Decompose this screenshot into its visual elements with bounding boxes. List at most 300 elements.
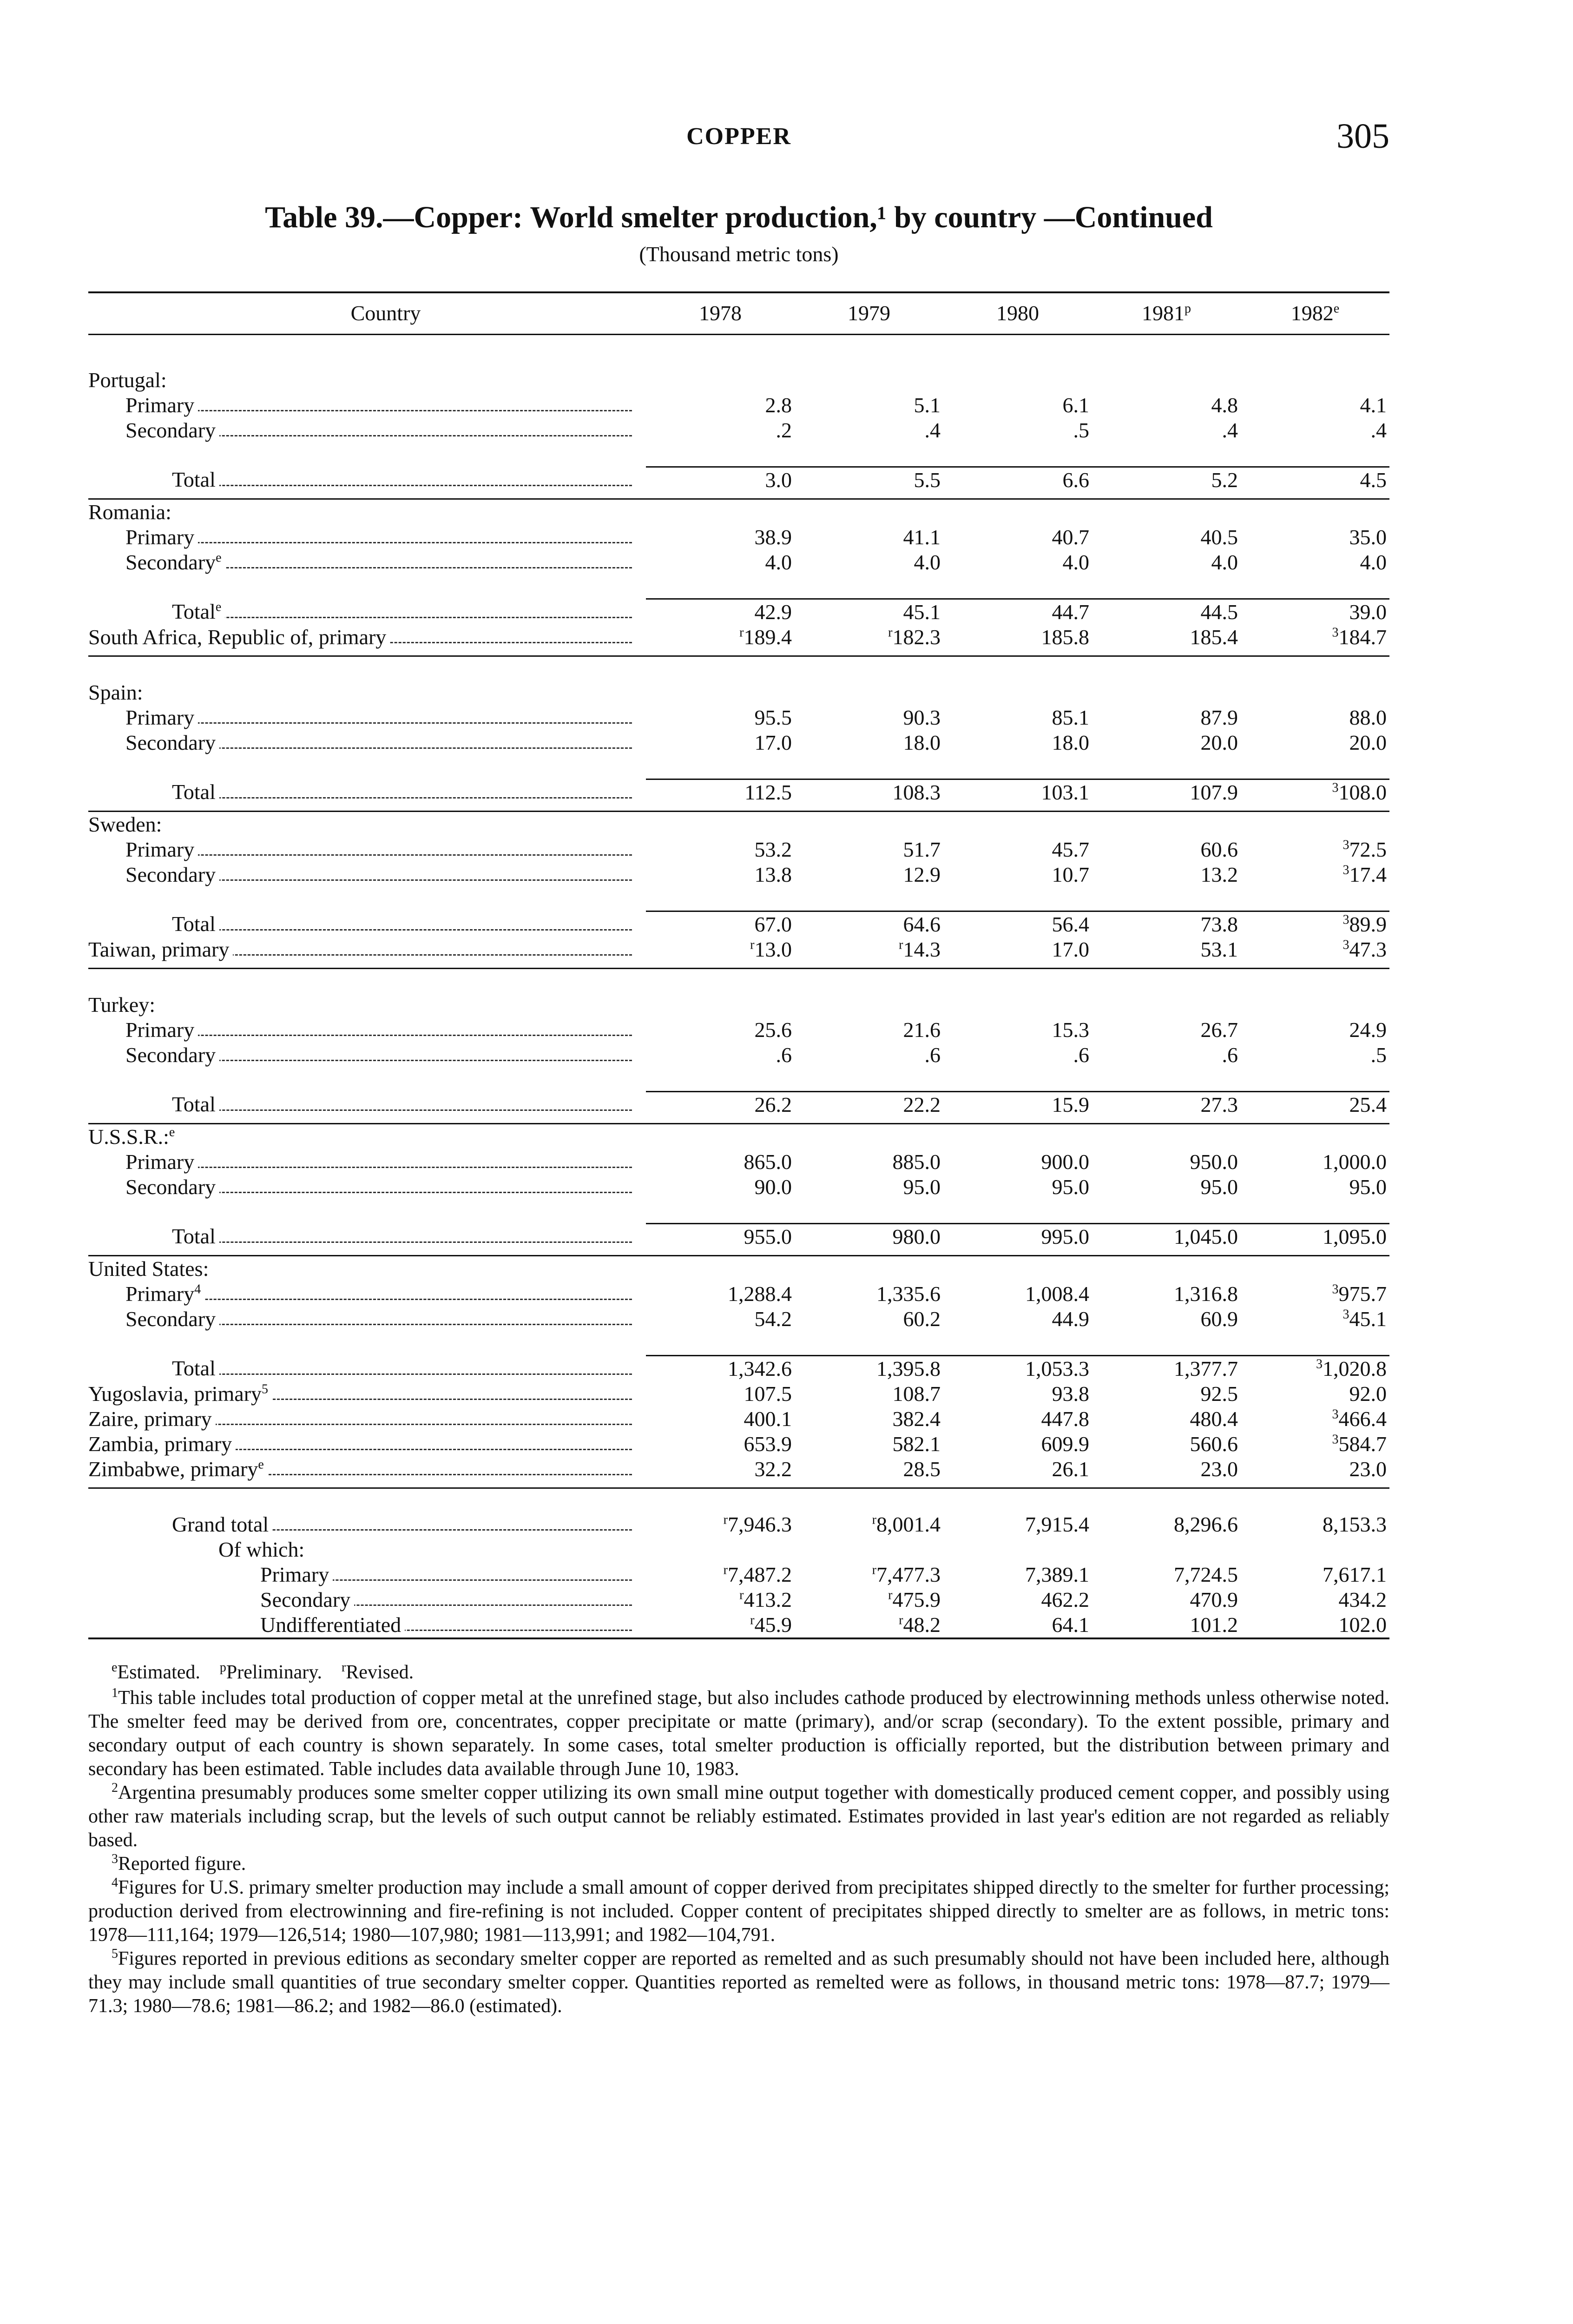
value-text: 92.5 bbox=[1200, 1382, 1238, 1406]
value-cell bbox=[1092, 1381, 1241, 1406]
value-cell bbox=[646, 1175, 795, 1200]
spacer-cell bbox=[795, 1200, 943, 1224]
row-label-text-wrap bbox=[125, 550, 225, 574]
row-label-text-wrap bbox=[125, 1175, 219, 1199]
value-cell bbox=[646, 812, 795, 838]
value-text: .2 bbox=[776, 418, 792, 442]
spacer-cell bbox=[943, 335, 1092, 368]
value-cell bbox=[943, 1457, 1092, 1482]
value-text: 4.0 bbox=[765, 550, 792, 574]
value-cell bbox=[1241, 1457, 1389, 1482]
value-text: 1,000.0 bbox=[1323, 1150, 1387, 1174]
value-text: 980.0 bbox=[892, 1225, 941, 1248]
value-text: 6.6 bbox=[1062, 468, 1089, 492]
value-text: 73.8 bbox=[1200, 912, 1238, 936]
row-label-text: Secondary bbox=[125, 1043, 216, 1067]
row-label-text: Primary bbox=[125, 1282, 195, 1306]
value-cell bbox=[1092, 1017, 1241, 1043]
value-text: 1,288.4 bbox=[728, 1282, 792, 1306]
value-mark: r bbox=[750, 1613, 755, 1628]
leader-dots bbox=[172, 1356, 646, 1382]
value-cell bbox=[1092, 1587, 1241, 1612]
value-cell bbox=[795, 525, 943, 550]
footnote-3-mark: 3 bbox=[112, 1852, 118, 1866]
value-cell bbox=[1241, 368, 1389, 393]
spacer-cell bbox=[795, 1117, 943, 1124]
row-label bbox=[88, 1124, 646, 1150]
value-cell bbox=[943, 1307, 1092, 1332]
value-cell bbox=[1241, 1092, 1389, 1118]
value-cell bbox=[1092, 599, 1241, 625]
value-cell bbox=[646, 1149, 795, 1175]
spacer-cell bbox=[88, 575, 646, 599]
value-cell bbox=[943, 812, 1092, 838]
value-text: 8,296.6 bbox=[1174, 1512, 1238, 1536]
spacer-cell bbox=[795, 656, 943, 680]
row-label-text: Romania: bbox=[88, 500, 171, 524]
row-label-mark: e bbox=[216, 550, 222, 565]
value-mark: r bbox=[739, 625, 744, 640]
value-mark: 3 bbox=[1343, 863, 1349, 878]
value-text: 4.0 bbox=[1062, 550, 1089, 574]
value-cell bbox=[1241, 1356, 1389, 1382]
running-head-title: COPPER bbox=[686, 123, 791, 150]
leader-line bbox=[125, 1035, 632, 1036]
value-text: 13.0 bbox=[754, 938, 792, 961]
value-text: 95.0 bbox=[1200, 1175, 1238, 1199]
spacer-cell bbox=[795, 335, 943, 368]
row-turkey-total bbox=[88, 1092, 1389, 1118]
value-text: 90.0 bbox=[754, 1175, 792, 1199]
value-cell bbox=[1241, 1124, 1389, 1150]
footnote-1 bbox=[88, 1686, 1389, 1781]
spacer-cell bbox=[1241, 1488, 1389, 1512]
value-text: 87.9 bbox=[1200, 706, 1238, 729]
value-cell bbox=[1092, 1457, 1241, 1482]
value-text: 45.1 bbox=[1349, 1307, 1387, 1331]
value-cell bbox=[943, 1092, 1092, 1118]
row-label-text: Primary bbox=[260, 1563, 329, 1586]
legend-revised: Revised. bbox=[346, 1662, 414, 1683]
row-label-text-wrap bbox=[88, 680, 147, 704]
spacer-cell bbox=[795, 650, 943, 656]
spacer-cell bbox=[795, 755, 943, 779]
row-label bbox=[88, 1281, 646, 1307]
row-label bbox=[88, 393, 646, 418]
leader-line bbox=[172, 797, 632, 799]
value-cell bbox=[943, 837, 1092, 862]
value-cell bbox=[1092, 705, 1241, 730]
spacer-cell bbox=[88, 1482, 646, 1488]
spacer-cell bbox=[1092, 1117, 1241, 1124]
value-text: 4.8 bbox=[1211, 393, 1238, 417]
row-sweden-total bbox=[88, 911, 1389, 938]
value-mark: 3 bbox=[1332, 1432, 1339, 1447]
row-label-text-wrap bbox=[125, 418, 219, 442]
row-label-text-wrap bbox=[172, 1092, 219, 1116]
value-text: 7,946.3 bbox=[728, 1512, 792, 1536]
value-cell bbox=[795, 730, 943, 755]
spacer-cell bbox=[795, 805, 943, 812]
value-cell bbox=[646, 1017, 795, 1043]
row-label bbox=[88, 1562, 646, 1587]
value-text: 95.5 bbox=[754, 706, 792, 729]
value-cell bbox=[646, 1043, 795, 1068]
row-label-mark: e bbox=[169, 1125, 175, 1140]
value-cell bbox=[943, 1537, 1092, 1562]
value-cell bbox=[646, 911, 795, 938]
value-text: 40.7 bbox=[1052, 525, 1089, 549]
row-label bbox=[88, 1612, 646, 1638]
leader-dots bbox=[125, 837, 646, 862]
spacer-cell bbox=[1241, 1482, 1389, 1488]
footnote-1-mark: 1 bbox=[112, 1686, 118, 1700]
row-label-text-wrap bbox=[172, 780, 219, 804]
value-text: 995.0 bbox=[1041, 1225, 1089, 1248]
row-label bbox=[88, 937, 646, 962]
value-text: 4.0 bbox=[914, 550, 941, 574]
row-spain-primary bbox=[88, 705, 1389, 730]
row-zimbabwe bbox=[88, 1457, 1389, 1482]
row-label-text-wrap bbox=[172, 912, 219, 936]
spacer-cell bbox=[1241, 1332, 1389, 1356]
spacer-cell bbox=[88, 335, 646, 368]
spacer-cell bbox=[1092, 969, 1241, 993]
value-text: .6 bbox=[924, 1043, 941, 1067]
value-cell bbox=[646, 730, 795, 755]
value-cell bbox=[1092, 499, 1241, 525]
row-label-text-wrap bbox=[125, 731, 219, 754]
spacer-cell bbox=[88, 1117, 646, 1124]
row-label-text: Total bbox=[172, 600, 216, 624]
row-label-text: Zambia, primary bbox=[88, 1432, 232, 1456]
value-text: 25.6 bbox=[754, 1018, 792, 1042]
value-cell bbox=[943, 418, 1092, 443]
header-1981-year: 1981 bbox=[1142, 301, 1185, 325]
spacer-cell bbox=[1241, 335, 1389, 368]
value-cell bbox=[795, 1256, 943, 1282]
row-sweden-secondary bbox=[88, 862, 1389, 887]
spacer-row bbox=[88, 650, 1389, 656]
value-cell bbox=[943, 1562, 1092, 1587]
value-text: 4.1 bbox=[1360, 393, 1387, 417]
value-cell bbox=[1241, 1281, 1389, 1307]
spacer-cell bbox=[1241, 755, 1389, 779]
row-label-text-wrap bbox=[88, 1382, 272, 1406]
row-label bbox=[88, 599, 646, 625]
value-cell bbox=[795, 1406, 943, 1432]
row-ussr bbox=[88, 1124, 1389, 1150]
value-mark: 3 bbox=[1332, 1282, 1339, 1297]
row-label-text-wrap bbox=[88, 1432, 236, 1456]
value-text: 53.1 bbox=[1200, 938, 1238, 961]
spacer-cell bbox=[943, 493, 1092, 499]
spacer-cell bbox=[1092, 887, 1241, 911]
legend-estimated: Estimated. bbox=[117, 1662, 200, 1683]
row-label-text: Portugal: bbox=[88, 368, 167, 392]
value-cell bbox=[1092, 1124, 1241, 1150]
row-sweden bbox=[88, 812, 1389, 838]
value-cell bbox=[1092, 1432, 1241, 1457]
value-cell bbox=[795, 499, 943, 525]
spacer-row bbox=[88, 805, 1389, 812]
value-text: 8,001.4 bbox=[876, 1512, 941, 1536]
value-text: 475.9 bbox=[892, 1588, 941, 1611]
leader-line bbox=[172, 1373, 632, 1375]
value-cell bbox=[1092, 1224, 1241, 1250]
value-cell bbox=[646, 1537, 795, 1562]
value-cell bbox=[1241, 625, 1389, 650]
value-text: 7,477.3 bbox=[876, 1563, 941, 1586]
legend-e-mark: e bbox=[112, 1660, 118, 1675]
row-label-text-wrap bbox=[88, 500, 175, 524]
spacer-cell bbox=[1092, 805, 1241, 812]
row-label-text: Taiwan, primary bbox=[88, 938, 230, 961]
value-mark: r bbox=[872, 1512, 876, 1527]
row-label-mark: e bbox=[258, 1457, 264, 1472]
row-label-text-wrap bbox=[125, 706, 198, 729]
value-cell bbox=[1241, 1256, 1389, 1282]
row-label-text: Total bbox=[172, 1092, 216, 1116]
value-text: 108.7 bbox=[892, 1382, 941, 1406]
row-label-text-wrap bbox=[125, 1307, 219, 1331]
row-grand-total bbox=[88, 1512, 1389, 1537]
row-gt-undiff bbox=[88, 1612, 1389, 1638]
row-label-text: U.S.S.R.: bbox=[88, 1125, 169, 1149]
leader-line bbox=[125, 854, 632, 856]
value-text: 85.1 bbox=[1052, 706, 1089, 729]
spacer-cell bbox=[795, 969, 943, 993]
value-cell bbox=[1241, 862, 1389, 887]
value-text: 22.2 bbox=[903, 1093, 941, 1116]
spacer-cell bbox=[1241, 1200, 1389, 1224]
row-label bbox=[88, 1092, 646, 1118]
value-cell bbox=[1092, 680, 1241, 705]
header-1982-year: 1982 bbox=[1290, 301, 1334, 325]
value-cell bbox=[1241, 1224, 1389, 1250]
table-title: Table 39.—Copper: World smelter production,¹ by country —Continued bbox=[265, 200, 1213, 234]
value-cell bbox=[1241, 467, 1389, 493]
spacer-cell bbox=[1241, 443, 1389, 467]
value-text: 182.3 bbox=[892, 625, 941, 649]
value-cell bbox=[1092, 550, 1241, 575]
spacer-cell bbox=[943, 962, 1092, 969]
row-label bbox=[88, 1224, 646, 1250]
value-mark: r bbox=[888, 625, 893, 640]
value-cell bbox=[646, 779, 795, 805]
spacer-cell bbox=[943, 650, 1092, 656]
header-1981-mark: p bbox=[1185, 301, 1191, 316]
spacer-cell bbox=[943, 1488, 1092, 1512]
spacer-cell bbox=[943, 887, 1092, 911]
footnote-3-text: Reported figure. bbox=[118, 1853, 246, 1875]
value-text: 53.2 bbox=[754, 838, 792, 861]
row-label-text: Secondary bbox=[125, 1175, 216, 1199]
value-text: 60.6 bbox=[1200, 838, 1238, 861]
row-label-mark: e bbox=[215, 600, 222, 614]
value-text: 17.0 bbox=[754, 731, 792, 754]
value-text: 975.7 bbox=[1338, 1282, 1387, 1306]
value-text: 7,389.1 bbox=[1025, 1563, 1089, 1586]
value-cell bbox=[795, 550, 943, 575]
value-cell bbox=[795, 779, 943, 805]
row-label-text: Secondary bbox=[260, 1588, 351, 1611]
row-label bbox=[88, 1356, 646, 1382]
value-text: 14.3 bbox=[903, 938, 941, 961]
value-cell bbox=[646, 1256, 795, 1282]
value-cell bbox=[795, 911, 943, 938]
row-label-text: Yugoslavia, primary bbox=[88, 1382, 262, 1406]
spacer-cell bbox=[646, 1249, 795, 1256]
value-text: 950.0 bbox=[1190, 1150, 1238, 1174]
row-label-text-wrap bbox=[125, 1018, 198, 1042]
value-mark: r bbox=[723, 1512, 728, 1527]
row-label-text: Turkey: bbox=[88, 993, 155, 1017]
value-mark: 3 bbox=[1343, 1307, 1349, 1322]
value-cell bbox=[1241, 1381, 1389, 1406]
value-cell bbox=[943, 368, 1092, 393]
value-mark: 3 bbox=[1343, 912, 1349, 927]
spacer-cell bbox=[1241, 656, 1389, 680]
value-text: 20.0 bbox=[1349, 731, 1387, 754]
leader-line bbox=[125, 1167, 632, 1168]
row-label-text-wrap bbox=[88, 1457, 268, 1481]
spacer-cell bbox=[1092, 962, 1241, 969]
value-cell bbox=[1241, 1307, 1389, 1332]
row-ussr-primary bbox=[88, 1149, 1389, 1175]
value-cell bbox=[795, 467, 943, 493]
value-text: 44.5 bbox=[1200, 600, 1238, 624]
value-cell bbox=[795, 937, 943, 962]
row-label bbox=[88, 1537, 646, 1562]
value-text: 88.0 bbox=[1349, 706, 1387, 729]
value-text: 112.5 bbox=[744, 780, 792, 804]
row-zaire bbox=[88, 1406, 1389, 1432]
value-mark: 3 bbox=[1343, 838, 1349, 852]
value-text: 1,020.8 bbox=[1323, 1357, 1387, 1380]
table-subtitle: (Thousand metric tons) bbox=[639, 242, 839, 266]
value-text: 107.5 bbox=[744, 1382, 792, 1406]
row-label-text-wrap bbox=[88, 1407, 216, 1431]
value-cell bbox=[1241, 730, 1389, 755]
spacer-cell bbox=[795, 1332, 943, 1356]
row-spain-secondary bbox=[88, 730, 1389, 755]
value-text: 64.1 bbox=[1052, 1613, 1089, 1637]
leader-line bbox=[172, 1241, 632, 1243]
value-text: .4 bbox=[1222, 418, 1238, 442]
value-cell bbox=[1241, 393, 1389, 418]
row-label-text-wrap bbox=[172, 1356, 219, 1380]
value-text: 41.1 bbox=[903, 525, 941, 549]
value-text: 5.1 bbox=[914, 393, 941, 417]
value-cell bbox=[1092, 1092, 1241, 1118]
value-cell bbox=[1092, 1612, 1241, 1638]
value-cell bbox=[795, 1224, 943, 1250]
spacer-cell bbox=[88, 1332, 646, 1356]
spacer-cell bbox=[1241, 887, 1389, 911]
value-cell bbox=[943, 730, 1092, 755]
value-cell bbox=[795, 1562, 943, 1587]
leader-dots bbox=[125, 1017, 646, 1043]
value-cell bbox=[1241, 937, 1389, 962]
value-cell bbox=[1092, 730, 1241, 755]
footnote-2-text: Argentina presumably produces some smelter copper utilizing its own small mine output together with domestically produced cement copper, and possibly using other raw materials including scrap, but the levels of such output cannot be reliably estimated. Estimates provided in last year's edition are not regarded as reliably based. bbox=[88, 1782, 1389, 1851]
spacer-cell bbox=[1241, 1117, 1389, 1124]
row-label bbox=[88, 625, 646, 650]
spacer-cell bbox=[795, 575, 943, 599]
value-cell bbox=[646, 368, 795, 393]
row-label bbox=[88, 812, 646, 838]
value-text: 466.4 bbox=[1338, 1407, 1387, 1431]
value-mark: 3 bbox=[1343, 938, 1349, 952]
value-cell bbox=[1241, 911, 1389, 938]
value-cell bbox=[943, 911, 1092, 938]
row-spain bbox=[88, 680, 1389, 705]
value-text: 865.0 bbox=[744, 1150, 792, 1174]
spacer-cell bbox=[1241, 805, 1389, 812]
value-text: 955.0 bbox=[744, 1225, 792, 1248]
value-text: 45.1 bbox=[903, 600, 941, 624]
spacer-cell bbox=[943, 1482, 1092, 1488]
value-cell bbox=[646, 499, 795, 525]
footnote-5 bbox=[88, 1947, 1389, 2018]
value-mark: r bbox=[872, 1563, 876, 1578]
row-label-text-wrap bbox=[125, 838, 198, 861]
row-us-secondary bbox=[88, 1307, 1389, 1332]
footnote-5-text: Figures reported in previous editions as secondary smelter copper are reported as remelted and as such presumably should not have been included here, although they may include small quantities of true secondary smelter copper. Quantities reported as remelted were as follows, in thousand metric tons: 1978—87.7; 1979—71.3; 1980—78.6; 1981—86.2; and 1982—86.0 (estimated). bbox=[88, 1948, 1389, 2017]
legend-r-mark: r bbox=[341, 1660, 346, 1675]
spacer-cell bbox=[1092, 493, 1241, 499]
row-label-text: Total bbox=[172, 1356, 216, 1380]
spacer-cell bbox=[1092, 1200, 1241, 1224]
value-cell bbox=[795, 599, 943, 625]
spacer-row bbox=[88, 575, 1389, 599]
value-cell bbox=[795, 625, 943, 650]
row-romania-secondary bbox=[88, 550, 1389, 575]
spacer-cell bbox=[1092, 755, 1241, 779]
value-mark: r bbox=[888, 1588, 893, 1603]
footnote-1-text: This table includes total production of copper metal at the unrefined stage, but also includes cathode produced by electrowinning methods unless otherwise noted. The smelter feed may be derived from ore, concentrates, copper precipitate or matte (primary), and/or scrap (secondary). To the extent possible, primary and secondary output of each country is shown separately. In some cases, total smelter production is officially reported, but the distribution between primary and secondary has been estimated. Table includes data available through June 10, 1983. bbox=[88, 1687, 1389, 1780]
row-label-text-wrap bbox=[88, 1257, 212, 1281]
value-cell bbox=[646, 1092, 795, 1118]
value-text: 108.3 bbox=[892, 780, 941, 804]
value-text: 13.2 bbox=[1200, 863, 1238, 886]
footnote-2-mark: 2 bbox=[112, 1781, 118, 1795]
value-text: 413.2 bbox=[744, 1588, 792, 1611]
leader-dots bbox=[125, 393, 646, 418]
value-text: 18.0 bbox=[903, 731, 941, 754]
value-cell bbox=[1241, 1562, 1389, 1587]
value-cell bbox=[646, 992, 795, 1017]
leader-line bbox=[125, 410, 632, 411]
row-label bbox=[88, 911, 646, 938]
spacer-cell bbox=[795, 1068, 943, 1092]
spacer-cell bbox=[646, 962, 795, 969]
spacer-cell bbox=[88, 1068, 646, 1092]
value-cell bbox=[943, 1612, 1092, 1638]
row-label-text: Zaire, primary bbox=[88, 1407, 212, 1431]
spacer-row bbox=[88, 887, 1389, 911]
value-cell bbox=[1241, 812, 1389, 838]
value-cell bbox=[1241, 1612, 1389, 1638]
row-label-text: Primary bbox=[125, 838, 195, 861]
value-cell bbox=[795, 1175, 943, 1200]
row-south-africa bbox=[88, 625, 1389, 650]
row-ussr-secondary bbox=[88, 1175, 1389, 1200]
leader-dots bbox=[172, 911, 646, 938]
value-cell bbox=[1092, 1406, 1241, 1432]
footnote-4-text: Figures for U.S. primary smelter production may include a small amount of copper derived from precipitates shipped directly to the smelter for further processing; production derived from electrowinning and fire-refining is not included. Copper content of precipitates shipped directly to smelter are as follows, in metric tons: 1978—111,164; 1979—126,514; 1980—107,980; 1981—113,991; and 1982—104,791. bbox=[88, 1877, 1389, 1946]
